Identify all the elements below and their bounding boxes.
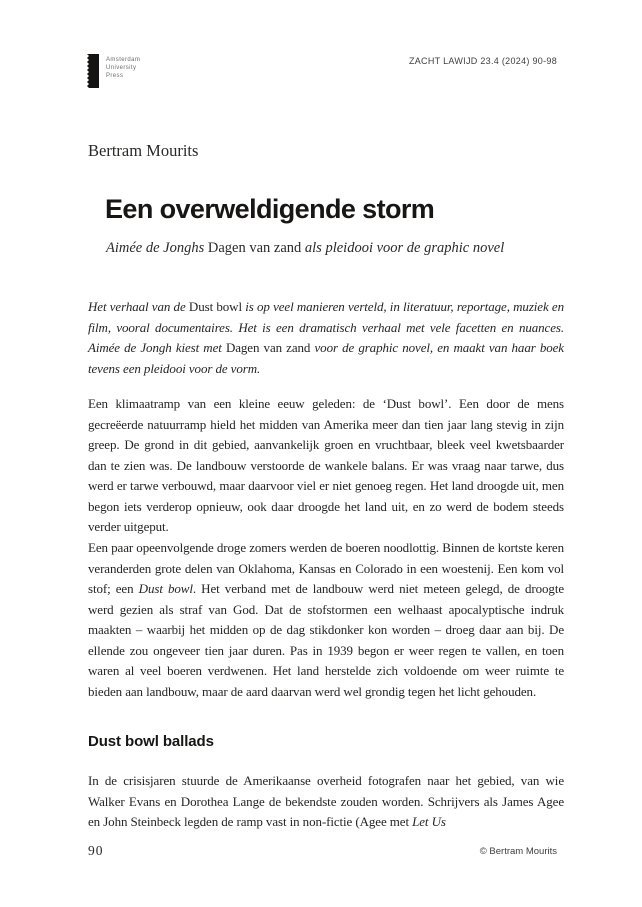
logo-line: University xyxy=(106,65,137,71)
logo-line: Press xyxy=(106,73,124,79)
abstract: Het verhaal van de Dust bowl is op veel manieren verteld, in literatuur, reportage, muziek en film, vooral documentaires. Het is een dramatisch verhaal met vele facetten en nuances. Aimée de Jongh kiest met Dagen van zand voor de graphic novel, en maakt van haar boek tevens een pleidooi voor de vorm. xyxy=(88,299,564,376)
author-name: Bertram Mourits xyxy=(88,141,199,160)
aup-logo xyxy=(87,54,140,88)
page-number: 90 xyxy=(88,843,104,858)
article-subtitle: Aimée de Jonghs Dagen van zand als pleidooi voor de graphic novel xyxy=(106,240,505,256)
aup-logo-wordmark xyxy=(106,56,140,80)
body-paragraph: Een paar opeenvolgende droge zomers werden de boeren noodlottig. Binnen de kortste keren veranderden grote delen van Oklahoma, Kansas en Colorado in een woestenij. Een kom vol stof; een Dust bowl. Het verband met de landbouw werd niet meteen gelegd, de droogte werd gezien als straf van God. Dat de stofstormen een welhaast apocalyptische indruk maakten – waarbij het midden op de dag stikdonker kon worden – droeg daar aan bij. De ellende zou ongeveer tien jaar duren. Pas in 1939 begon er weer regen te vallen, en toen waren al veel boeren verdwenen. Het land herstelde zich voldoende om weer ruimte te bieden aan landbouw, maar de aard daarvan werd wel grondig tegen het licht gehouden. xyxy=(88,540,564,699)
copyright: © Bertram Mourits xyxy=(479,846,557,857)
section-heading: Dust bowl ballads xyxy=(88,733,214,750)
body-paragraph: Een klimaatramp van een kleine eeuw geleden: de ‘Dust bowl’. Een door de mens gecreëerde natuurramp hield het midden van Amerika meer dan tien jaar lang stevig in zijn greep. De grond in dit gebied, aanvankelijk groen en vruchtbaar, bleek veel kwetsbaarder dan te zien was. De landbouw verstoorde de wankele balans. Er was vraag naar tarwe, dus werd er tarwe verbouwd, maar daarvoor viel er niet genoeg regen. Het land droogde uit, men begon iets verderop opnieuw, ook daar droogde het land uit, en zo werd de bodem steeds verder uitgeput. xyxy=(88,396,564,534)
journal-reference: ZACHT LAWIJD 23.4 (2024) 90-98 xyxy=(408,56,557,66)
article-title: Een overweldigende storm xyxy=(105,194,435,224)
logo-line: Amsterdam xyxy=(106,57,141,63)
body-paragraph: In de crisisjaren stuurde de Amerikaanse overheid fotografen naar het gebied, van wie Walker Evans en Dorothea Lange de bekendste zouden worden. Schrijvers als James Agee en John Steinbeck legden de ramp vast in non-fictie (Agee met Let Us xyxy=(88,773,564,829)
aup-logo-icon xyxy=(87,54,99,88)
